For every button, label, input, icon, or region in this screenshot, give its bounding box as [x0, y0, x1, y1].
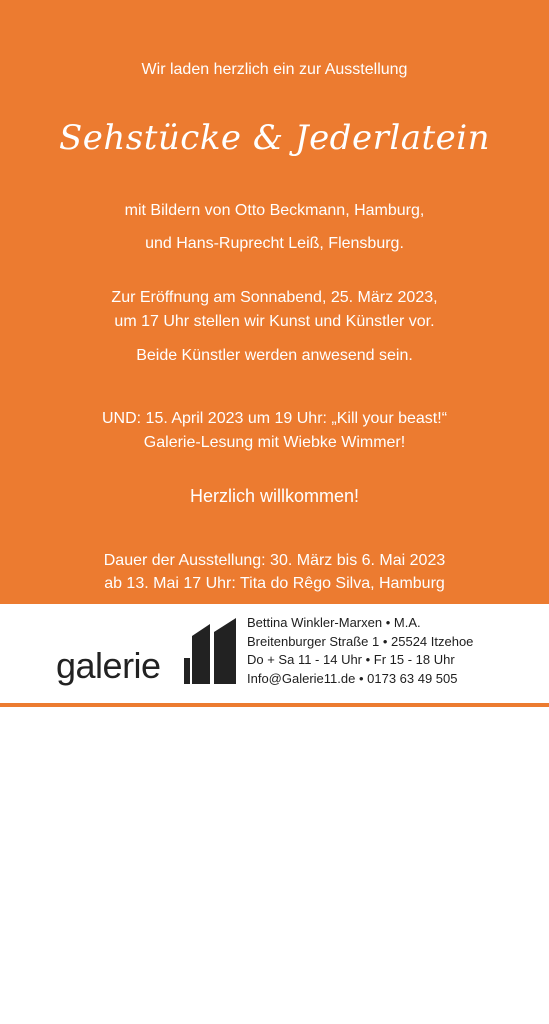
extra-event-line-1: UND: 15. April 2023 um 19 Uhr: „Kill your beast!“: [101, 410, 448, 427]
intro-text: Wir laden herzlich ein zur Ausstellung: [141, 61, 408, 78]
opening-line-1: Zur Eröffnung am Sonnabend, 25. März 2023,: [111, 289, 438, 306]
welcome-text: Herzlich willkommen!: [189, 486, 360, 506]
contact-block: [247, 614, 547, 688]
contact-address: Breitenburger Straße 1 • 25524 Itzehoe: [247, 633, 474, 649]
footer-divider: [0, 703, 549, 707]
artists-line-1: mit Bildern von Otto Beckmann, Hamburg,: [124, 202, 425, 219]
exhibition-title: Sehstücke & Jederlatein: [58, 118, 491, 158]
eleven-logo-icon: [180, 618, 240, 684]
duration-line-1: Dauer der Ausstellung: 30. März bis 6. Mai 2023: [103, 552, 446, 569]
contact-email-phone: Info@Galerie11.de • 0173 63 49 505: [247, 670, 458, 686]
presence-text: Beide Künstler werden anwesend sein.: [136, 347, 413, 364]
opening-line-2: um 17 Uhr stellen wir Kunst und Künstler vor.: [114, 313, 435, 330]
artists-line-2: und Hans-Ruprecht Leiß, Flensburg.: [145, 235, 404, 252]
logo-wordmark: galerie: [56, 645, 161, 686]
gallery-logo: [56, 618, 242, 690]
extra-event-line-2: Galerie-Lesung mit Wiebke Wimmer!: [143, 434, 406, 451]
contact-hours: Do + Sa 11 - 14 Uhr • Fr 15 - 18 Uhr: [247, 652, 455, 667]
contact-name: Bettina Winkler-Marxen • M.A.: [247, 615, 421, 630]
duration-line-2: ab 13. Mai 17 Uhr: Tita do Rêgo Silva, Hamburg: [104, 575, 445, 592]
